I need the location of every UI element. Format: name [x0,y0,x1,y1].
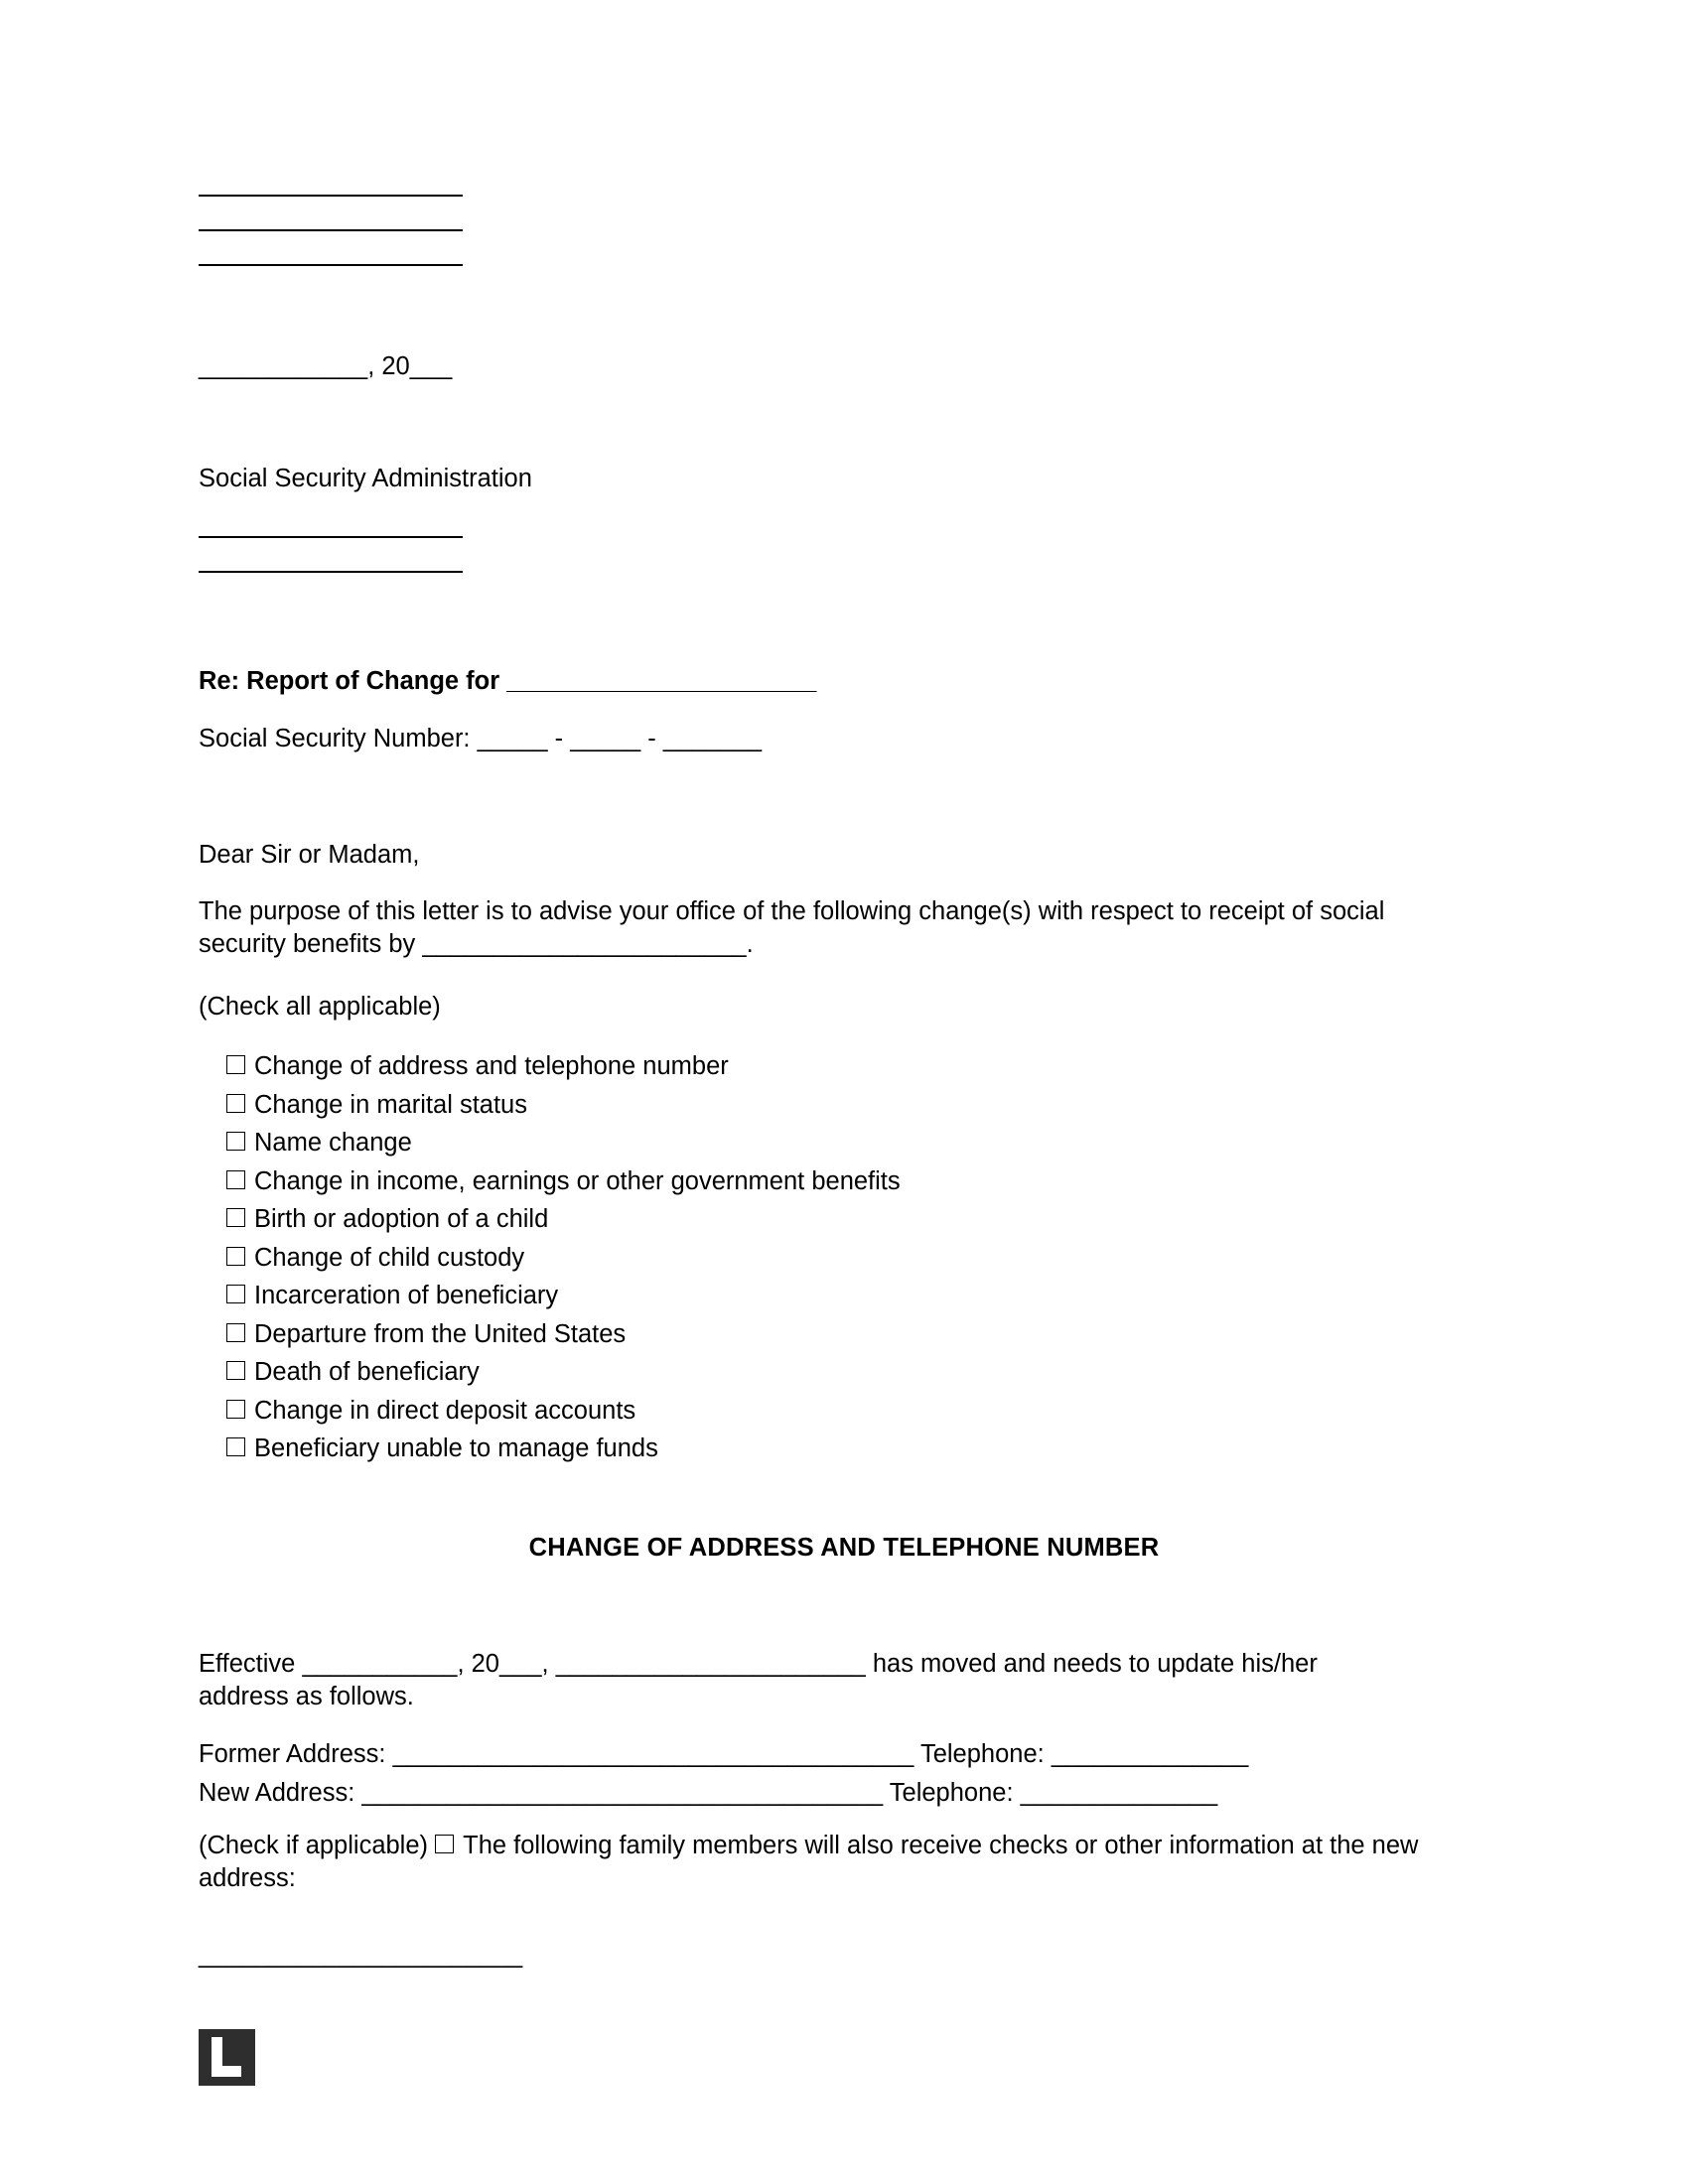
re-name-blank[interactable]: ______________________ [506,667,817,695]
sender-address-block [199,195,463,299]
list-item[interactable] [226,1162,901,1201]
checkbox-label: Beneficiary unable to manage funds [254,1434,658,1462]
list-item[interactable] [226,1353,901,1392]
ssn-group-1[interactable]: _____ [477,725,548,752]
effective-date-blank[interactable]: ___________ [302,1650,458,1678]
ssn-dash-1: - [554,725,564,752]
effective-text-after: has moved and needs to update his/her address as follows. [199,1650,1318,1711]
effective-year-blank[interactable]: ___ [499,1650,542,1678]
legal-templates-logo-icon [199,2029,255,2086]
date-month-blank[interactable]: ____________ [199,352,368,380]
address-rows [199,1735,1248,1813]
check-all-applicable-label: (Check all applicable) [199,993,441,1021]
list-item[interactable] [226,1239,901,1278]
family-members-blank[interactable]: _______________________ [199,1941,523,1969]
checkbox-icon[interactable] [226,1437,245,1456]
former-address-row [199,1735,1248,1774]
checkbox-label: Name change [254,1129,412,1157]
checkbox-label: Birth or adoption of a child [254,1205,549,1233]
effective-paragraph [199,1648,1402,1713]
effective-comma: , [541,1650,549,1678]
new-address-row [199,1774,1248,1813]
effective-name-blank[interactable]: ______________________ [555,1650,866,1678]
change-type-checkbox-list [226,1047,901,1468]
checkbox-icon[interactable] [226,1323,245,1342]
new-address-blank[interactable]: _____________________________________ [361,1779,884,1807]
checkbox-icon[interactable] [226,1400,245,1419]
salutation: Dear Sir or Madam, [199,841,420,869]
former-phone-blank[interactable]: ______________ [1051,1740,1249,1768]
section-heading: CHANGE OF ADDRESS AND TELEPHONE NUMBER [528,1534,1160,1562]
purpose-paragraph [199,895,1402,961]
list-item[interactable] [226,1277,901,1315]
family-notice-text: The following family members will also receive checks or other information at the new address: [199,1832,1419,1893]
former-phone-label: Telephone: [919,1740,1045,1768]
checkbox-label: Death of beneficiary [254,1358,480,1386]
checkbox-label: Departure from the United States [254,1319,627,1348]
recipient-address-line-2[interactable] [199,571,463,573]
new-phone-label: Telephone: [889,1779,1014,1807]
checkbox-label: Change of address and telephone number [254,1052,729,1080]
checkbox-icon[interactable] [226,1132,245,1151]
ssn-line [199,725,762,753]
date-year-blank[interactable]: ___ [409,352,453,380]
new-phone-blank[interactable]: ______________ [1020,1779,1218,1807]
re-line [199,667,816,696]
effective-year-prefix: , 20 [457,1650,499,1678]
list-item[interactable] [226,1200,901,1239]
ssn-group-2[interactable]: _____ [570,725,641,752]
effective-label: Effective [199,1650,296,1678]
list-item[interactable] [226,1315,901,1354]
checkbox-label: Change of child custody [254,1243,525,1272]
former-address-label: Former Address: [199,1740,386,1768]
checkbox-label: Change in income, earnings or other government benefits [254,1166,901,1195]
list-item[interactable] [226,1124,901,1162]
checkbox-label: Change in marital status [254,1090,527,1119]
checkbox-icon[interactable] [226,1247,245,1266]
purpose-period: . [746,930,754,959]
date-line [199,352,452,381]
purpose-text: The purpose of this letter is to advise your office of the following change(s) with respect to receipt of social security benefits by [199,897,1385,959]
ssn-label: Social Security Number: [199,725,471,752]
family-members-blank-line [199,1941,522,1970]
checkbox-label: Incarceration of beneficiary [254,1282,559,1309]
checkbox-icon[interactable] [226,1170,245,1189]
new-address-label: New Address: [199,1779,355,1807]
checkbox-icon[interactable] [226,1094,245,1113]
sender-address-line-3[interactable] [199,264,463,266]
family-members-notice [199,1830,1470,1895]
list-item[interactable] [226,1086,901,1125]
re-label: Re: Report of Change for [199,667,500,695]
ssn-group-3[interactable]: _______ [662,725,763,752]
date-year-prefix: , 20 [367,352,410,380]
ssn-dash-2: - [647,725,656,752]
checkbox-icon[interactable] [226,1055,245,1074]
check-if-applicable-label: (Check if applicable) [199,1832,429,1859]
checkbox-label: Change in direct deposit accounts [254,1396,636,1425]
recipient-address-block [199,536,463,606]
checkbox-icon[interactable] [435,1835,454,1853]
recipient-address-line-1[interactable] [199,536,463,538]
checkbox-icon[interactable] [226,1361,245,1380]
checkbox-icon[interactable] [226,1285,245,1303]
logo-l-foot [211,2066,241,2077]
list-item[interactable] [226,1430,901,1468]
sender-address-line-1[interactable] [199,195,463,197]
former-address-blank[interactable]: _____________________________________ [392,1740,914,1768]
purpose-name-blank[interactable]: _______________________ [422,930,747,959]
sender-address-line-2[interactable] [199,229,463,231]
list-item[interactable] [226,1047,901,1086]
recipient-name: Social Security Administration [199,465,532,492]
list-item[interactable] [226,1392,901,1431]
checkbox-icon[interactable] [226,1208,245,1227]
